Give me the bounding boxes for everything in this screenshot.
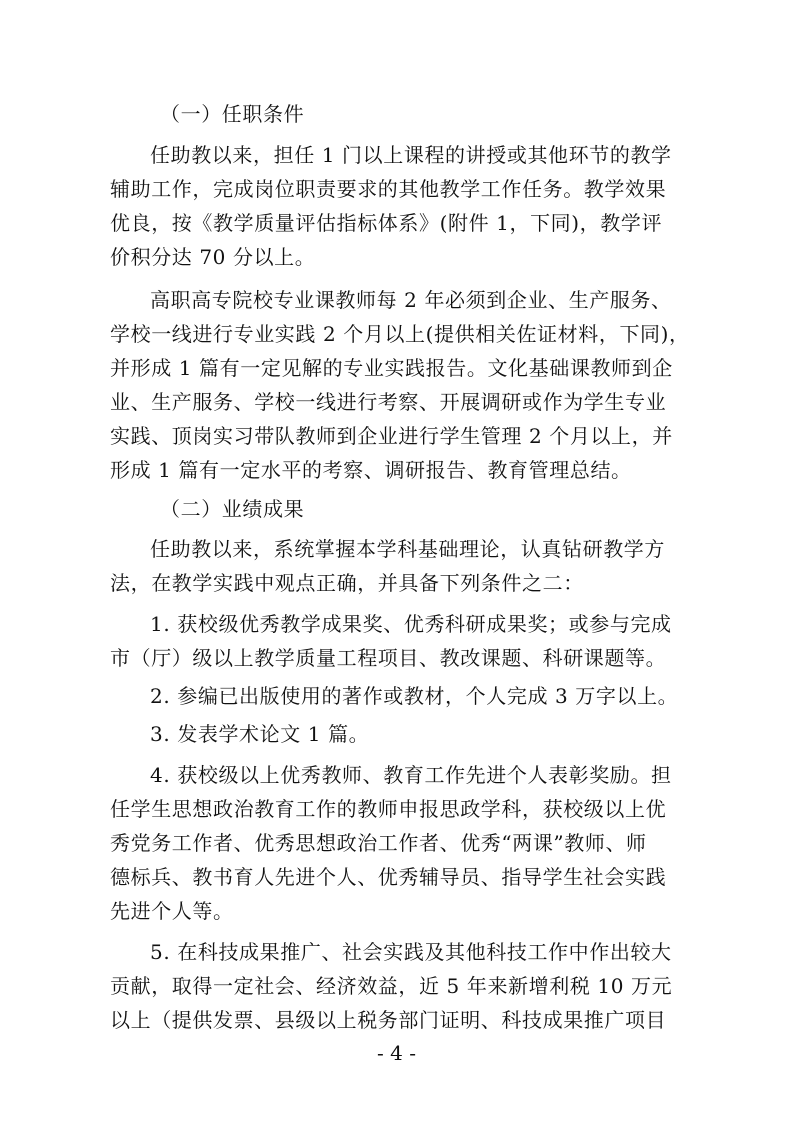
list-item-line: 2. 参编已出版使用的著作或教材，个人完成 3 万字以上。 [150,684,679,708]
paragraph-line: 形成 1 篇有一定水平的考察、调研报告、教育管理总结。 [110,458,632,482]
list-item-line: 以上（提供发票、县级以上税务部门证明、科技成果推广项目 [110,1008,667,1032]
paragraph-line: 法，在教学实践中观点正确，并具备下列条件之二： [110,571,584,595]
list-item-line: 任学生思想政治教育工作的教师申报思政学科，获校级以上优 [110,797,667,821]
list-item-line: 3. 发表学术论文 1 篇。 [150,722,370,746]
paragraph-line: 价积分达 70 分以上。 [110,245,316,269]
paragraph-line: 任助教以来，系统掌握本学科基础理论，认真钻研教学方 [150,537,665,561]
paragraph-line: 业、生产服务、学校一线进行考察、开展调研或作为学生专业 [110,390,667,414]
paragraph-line: 任助教以来，担任 1 门以上课程的讲授或其他环节的教学 [150,143,672,167]
list-item-line: 市（厅）级以上教学质量工程项目、教改课题、科研课题等。 [110,646,667,670]
list-item-line: 1. 获校级优秀教学成果奖、优秀科研成果奖；或参与完成 [150,612,672,636]
section-heading-achievements: （二）业绩成果 [160,497,305,521]
paragraph-line: 学校一线进行专业实践 2 个月以上(提供相关佐证材料，下同)， [110,322,690,346]
section-heading-qualifications: （一）任职条件 [160,102,305,126]
paragraph-line: 高职高专院校专业课教师每 2 年必须到企业、生产服务、 [150,288,672,312]
paragraph-line: 实践、顶岗实习带队教师到企业进行学生管理 2 个月以上，并 [110,424,673,448]
list-item-line: 先进个人等。 [110,899,234,923]
list-item-line: 4. 获校级以上优秀教师、教育工作先进个人表彰奖励。担 [150,763,672,787]
paragraph-line: 辅助工作，完成岗位职责要求的其他教学工作任务。教学效果 [110,177,667,201]
list-item-line: 秀党务工作者、优秀思想政治工作者、优秀“两课”教师、师 [110,831,647,855]
list-item-line: 5. 在科技成果推广、社会实践及其他科技工作中作出较大 [150,940,672,964]
paragraph-line: 并形成 1 篇有一定见解的专业实践报告。文化基础课教师到企 [110,356,673,380]
list-item-line: 贡献，取得一定社会、经济效益，近 5 年来新增利税 10 万元 [110,974,673,998]
page-number: - 4 - [377,1041,416,1065]
list-item-line: 德标兵、教书育人先进个人、优秀辅导员、指导学生社会实践 [110,865,667,889]
paragraph-line: 优良，按《教学质量评估指标体系》(附件 1，下同)，教学评 [110,211,663,235]
